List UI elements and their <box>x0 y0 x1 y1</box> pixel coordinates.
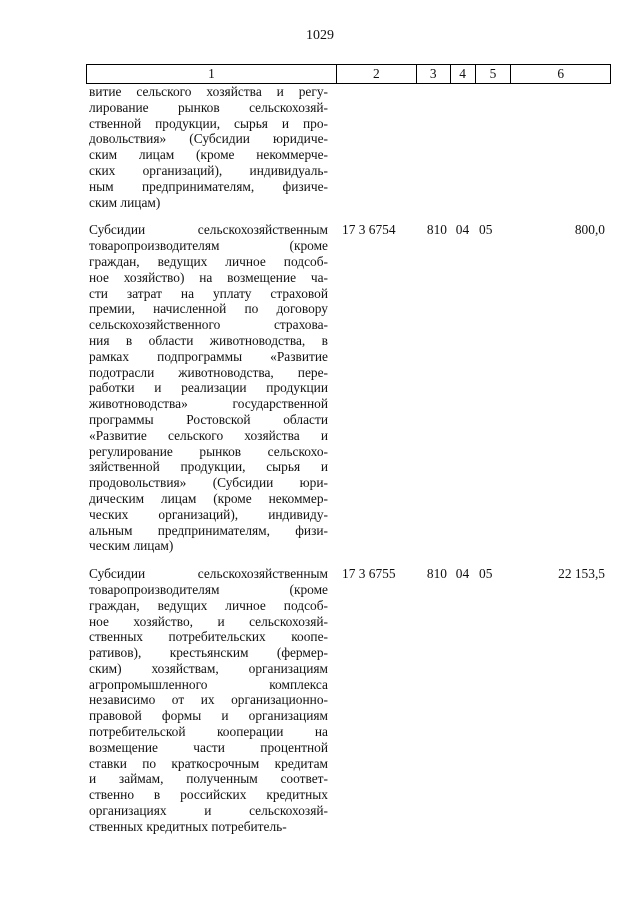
description-line: и займам, полученным соответ- <box>89 771 328 787</box>
description-line: работки и реализации продукции <box>89 380 328 396</box>
header-col-3: 3 <box>416 65 450 83</box>
description-line: «Развитие сельского хозяйства и <box>89 427 328 443</box>
description-line: ческих организаций), индивиду- <box>89 506 328 522</box>
row-rz: 04 <box>455 566 470 582</box>
description-line: ративов), крестьянским (фермер- <box>89 645 328 661</box>
description-line: граждан, ведущих личное подсоб- <box>89 253 328 269</box>
header-col-4: 4 <box>450 65 475 83</box>
header-col-1: 1 <box>208 66 215 81</box>
description-line: зяйственной продукции, сырья и <box>89 459 328 475</box>
description-line: потребительской кооперации на <box>89 724 328 740</box>
description-line: ное хозяйство) на возмещение ча- <box>89 269 328 285</box>
description-line: сельскохозяйственного страхова- <box>89 317 328 333</box>
row-amount <box>511 84 611 210</box>
description-line: ским) хозяйствам, организациям <box>89 660 328 676</box>
description-line: премии, начисленной по договору <box>89 301 328 317</box>
table-row <box>86 222 611 554</box>
row-description <box>86 566 336 835</box>
description-line: программы Ростовской области <box>89 411 328 427</box>
table-row <box>86 566 611 835</box>
description-line: ное хозяйство, и сельскохозяй- <box>89 613 328 629</box>
description-line: ния в области животноводства, в <box>89 332 328 348</box>
description-line: Субсидии сельскохозяйственным <box>89 566 328 582</box>
description-line: товаропроизводителям (кроме <box>89 238 328 254</box>
description-line: витие сельского хозяйства и регу- <box>89 84 328 99</box>
description-line: довольствия» (Субсидии юридиче- <box>89 131 328 147</box>
row-pr <box>475 84 511 210</box>
description-line: ческим лицам) <box>89 538 174 554</box>
table-row <box>86 84 611 210</box>
description-line: ственных потребительских коопе- <box>89 629 328 645</box>
row-vr: 810 <box>426 222 447 238</box>
description-line: ским лицам) <box>89 194 161 210</box>
header-col-2: 2 <box>336 65 416 83</box>
description-line: подотрасли животноводства, пере- <box>89 364 328 380</box>
description-line: правовой формы и организациям <box>89 708 328 724</box>
row-code <box>336 84 416 210</box>
row-description <box>86 84 336 210</box>
row-code: 17 3 6755 <box>342 566 396 582</box>
budget-table <box>86 64 611 835</box>
row-amount: 22 153,5 <box>558 566 605 582</box>
description-line: ственно в российских кредитных <box>89 787 328 803</box>
description-line: граждан, ведущих личное подсоб- <box>89 597 328 613</box>
table-body <box>86 84 611 835</box>
description-line: рамках подпрограммы «Развитие <box>89 348 328 364</box>
row-rz <box>450 84 475 210</box>
row-vr <box>416 84 450 210</box>
row-pr: 05 <box>479 566 493 582</box>
description-line: ским лицам (кроме некоммерче- <box>89 147 328 163</box>
row-description <box>86 222 336 554</box>
row-pr: 05 <box>479 222 493 238</box>
description-line: ских организаций), индивидуаль- <box>89 162 328 178</box>
description-line: независимо от их организационно- <box>89 692 328 708</box>
description-line: животноводства» государственной <box>89 396 328 412</box>
description-line: ственных кредитных потребитель- <box>89 818 287 834</box>
description-line: агропромышленного комплекса <box>89 676 328 692</box>
table-header <box>86 64 611 84</box>
description-line: дическим лицам (кроме некоммер- <box>89 490 328 506</box>
row-amount: 800,0 <box>574 222 605 238</box>
row-code: 17 3 6754 <box>342 222 396 238</box>
description-line: организациях и сельскохозяй- <box>89 803 328 819</box>
description-line: продовольствия» (Субсидии юри- <box>89 475 328 491</box>
description-line: возмещение части процентной <box>89 739 328 755</box>
description-line: ным предпринимателям, физиче- <box>89 178 328 194</box>
description-line: сти затрат на уплату страховой <box>89 285 328 301</box>
description-line: регулирование рынков сельскохо- <box>89 443 328 459</box>
header-col-6: 6 <box>510 65 610 83</box>
header-col-5: 5 <box>475 65 511 83</box>
page-number: 1029 <box>306 28 334 43</box>
row-vr: 810 <box>426 566 447 582</box>
description-line: Субсидии сельскохозяйственным <box>89 222 328 238</box>
description-line: ственной продукции, сырья и про- <box>89 115 328 131</box>
description-line: ставки по краткосрочным кредитам <box>89 755 328 771</box>
description-line: товаропроизводителям (кроме <box>89 581 328 597</box>
row-rz: 04 <box>455 222 470 238</box>
description-line: лирование рынков сельскохозяй- <box>89 99 328 115</box>
description-line: альным предпринимателям, физи- <box>89 522 328 538</box>
